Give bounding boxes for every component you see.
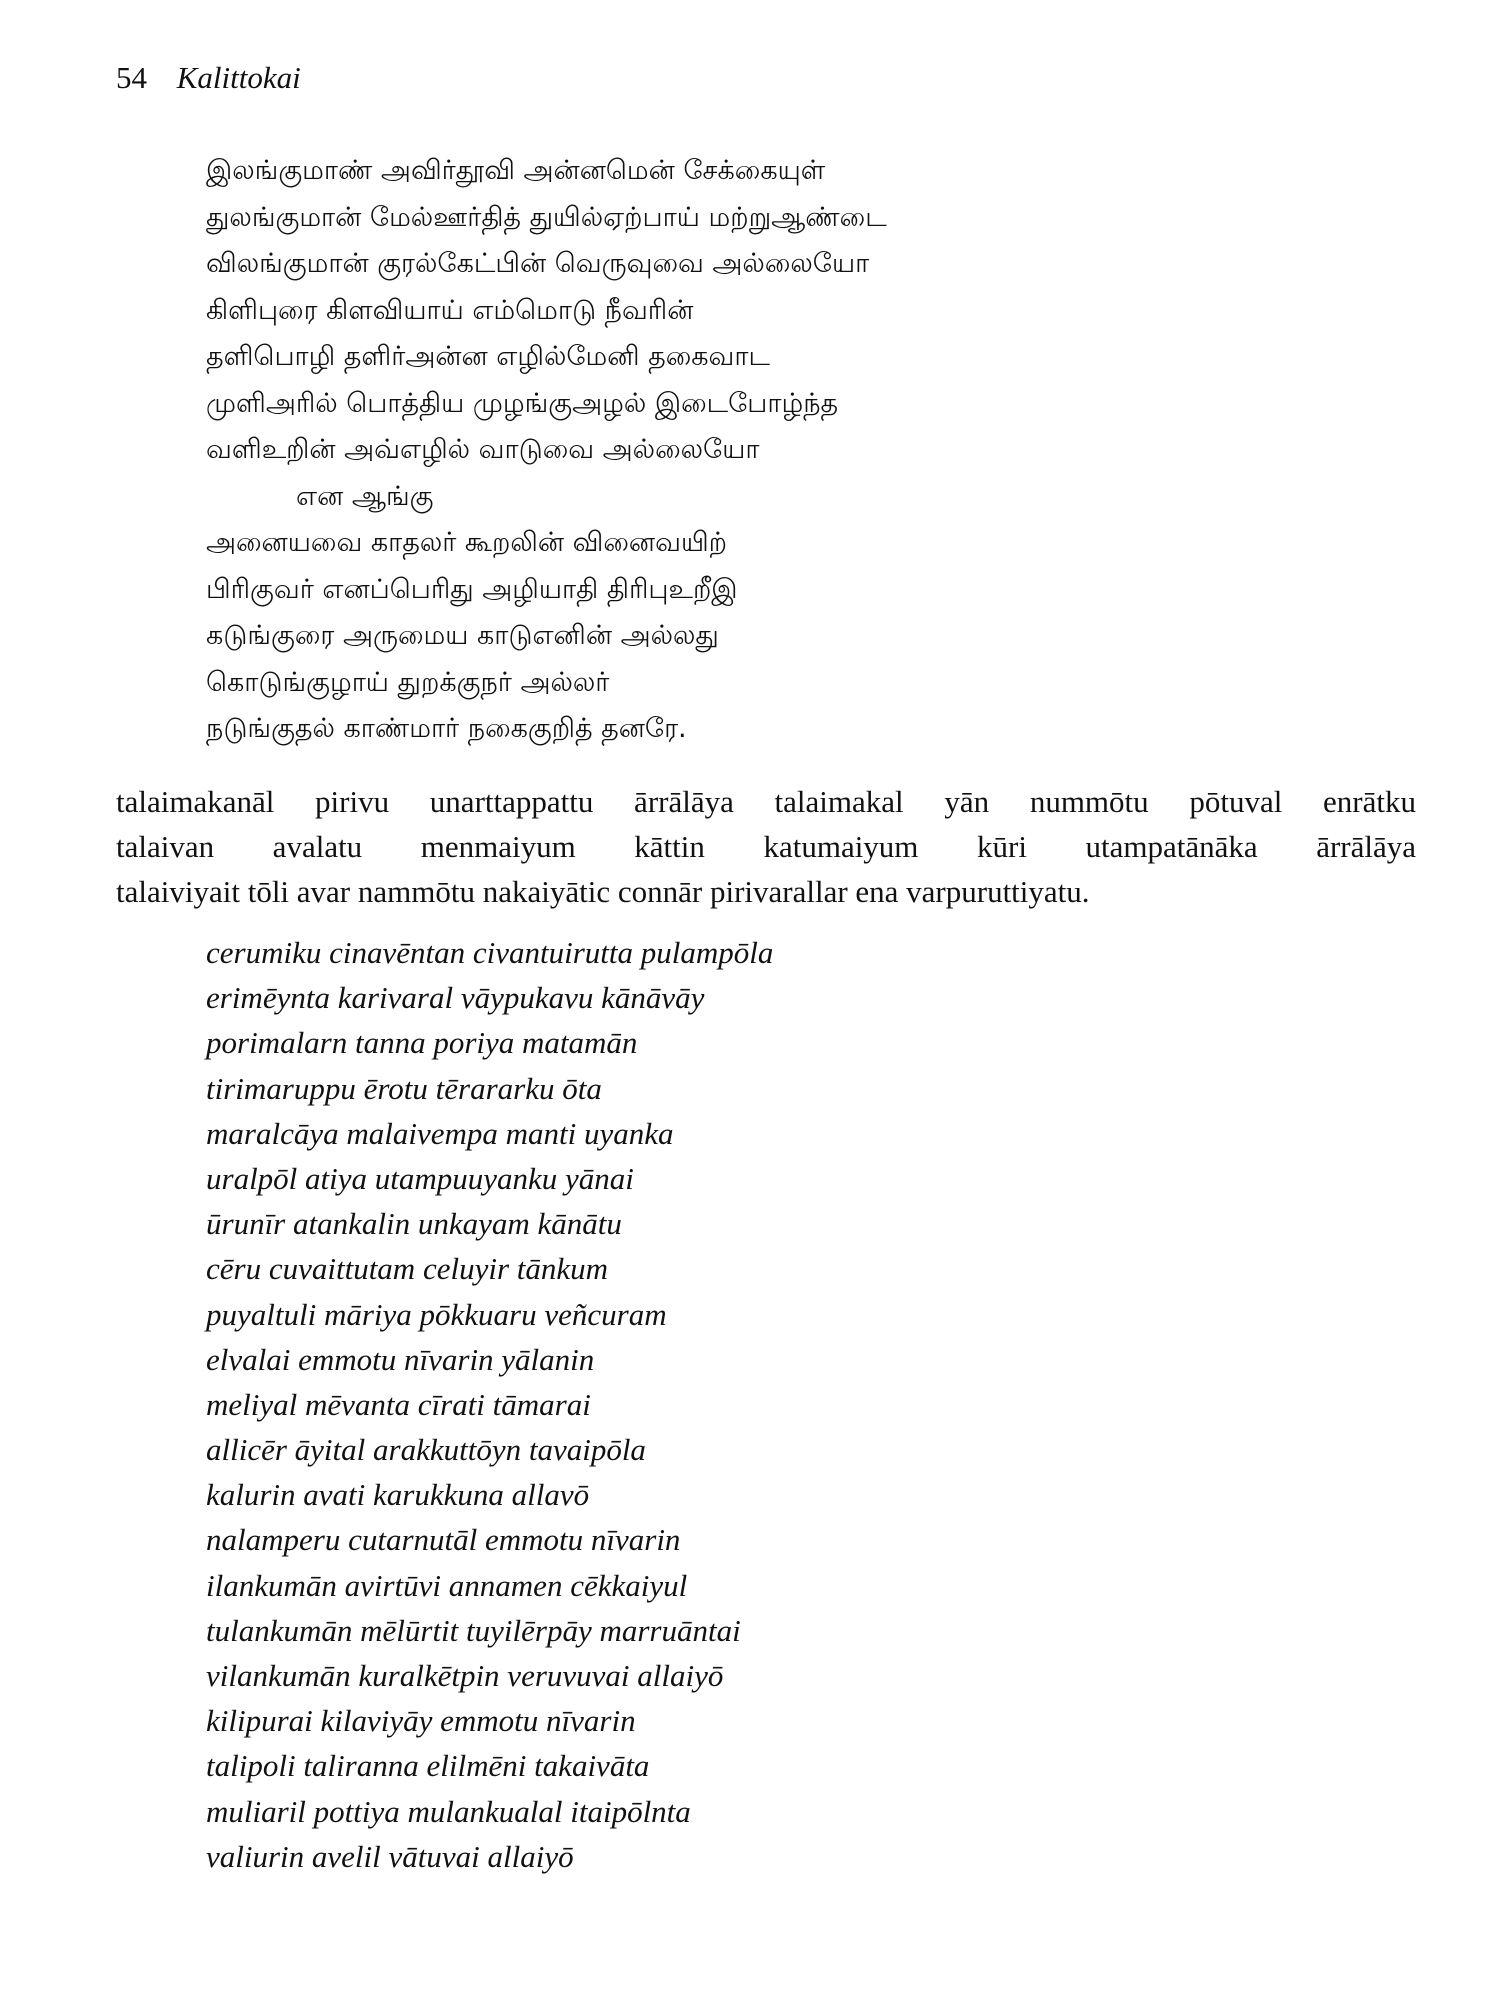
translit-line: cerumiku cinavēntan civantuirutta pulampōla <box>206 935 774 970</box>
tamil-line: கடுங்குரை அருமைய காடுஎனின் அல்லது <box>206 620 719 651</box>
transliterated-verse <box>206 930 773 1879</box>
book-title: Kalittokai <box>176 60 301 95</box>
translit-line: porimalarn tanna poriya matamān <box>206 1025 638 1061</box>
translit-line: tulankumān mēlūrtit tuyilērpāy marruāntai <box>206 1612 741 1648</box>
commentary-line: talaiviyait tōli avar nammōtu nakaiyātic connār pirivarallar ena varpuruttiyatu. <box>116 874 1090 909</box>
translit-line: ilankumān avirtūvi annamen cēkkaiyul <box>206 1567 688 1603</box>
running-header <box>116 58 301 98</box>
tamil-line: துலங்குமான் மேல்ஊர்தித் துயில்ஏற்பாய் மற்றுஆண்டை <box>206 201 887 233</box>
translit-line: vilankumān kuralkētpin veruvuvai allaiyō <box>206 1658 724 1693</box>
translit-line: muliaril pottiya mulankualal itaipōlnta <box>206 1793 691 1829</box>
tamil-line: பிரிகுவர் எனப்பெரிது அழியாதி திரிபுஉறீஇ <box>206 573 738 605</box>
tamil-line: கொடுங்குழாய் துறக்குநர் அல்லர் <box>206 666 610 698</box>
translit-line: kilipurai kilaviyāy emmotu nīvarin <box>206 1703 636 1739</box>
translit-line: talipoli taliranna elilmēni takaivāta <box>206 1748 650 1784</box>
translit-line: ūrunīr atankalin unkayam kānātu <box>206 1206 622 1242</box>
translit-line: tirimaruppu ērotu tērararku ōta <box>206 1070 602 1106</box>
translit-line: nalamperu cutarnutāl emmotu nīvarin <box>206 1522 681 1558</box>
tamil-line: இலங்குமாண் அவிர்தூவி அன்னமென் சேக்கையுள் <box>206 155 826 186</box>
commentary-line: talaivan avalatu menmaiyum kāttin katumaiyum kūri utampatānāka ārrālāya <box>116 829 1416 864</box>
translit-line: uralpōl atiya utampuuyanku yānai <box>206 1160 634 1196</box>
tamil-line: வளிஉறின் அவ்எழில் வாடுவை அல்லையோ <box>206 434 760 465</box>
commentary-paragraph <box>116 779 1416 914</box>
translit-line: allicēr āyital arakkuttōyn tavaipōla <box>206 1432 646 1468</box>
page-number: 54 <box>116 60 147 95</box>
translit-line: kalurin avati karukkuna allavō <box>206 1477 590 1513</box>
translit-line: cēru cuvaittutam celuyir tānkum <box>206 1251 609 1287</box>
tamil-line: நடுங்குதல் காண்மார் நகைகுறித் தனரே. <box>206 713 687 744</box>
tamil-line: தளிபொழி தளிர்அன்ன எழில்மேனி தகைவாட <box>206 341 770 372</box>
tamil-line: அனையவை காதலர் கூறலின் வினைவயிற் <box>206 527 728 558</box>
translit-line: meliyal mēvanta cīrati tāmarai <box>206 1386 591 1422</box>
tamil-line: கிளிபுரை கிளவியாய் எம்மொடு நீவரின் <box>206 294 694 326</box>
translit-line: elvalai emmotu nīvarin yālanin <box>206 1341 595 1377</box>
translit-line: puyaltuli māriya pōkkuaru veñcuram <box>206 1296 667 1332</box>
tamil-line: முளிஅரில் பொத்திய முழங்குஅழல் இடைபோழ்ந்த <box>206 387 839 419</box>
tamil-line: என ஆங்கு <box>296 480 434 512</box>
translit-line: erimēynta karivaral vāypukavu kānāvāy <box>206 980 705 1016</box>
tamil-line: விலங்குமான் குரல்கேட்பின் வெருவுவை அல்லையோ <box>206 248 870 279</box>
translit-line: maralcāya malaivempa manti uyanka <box>206 1115 674 1151</box>
translit-line: valiurin avelil vātuvai allaiyō <box>206 1838 574 1874</box>
tamil-verse <box>206 148 887 753</box>
commentary-line: talaimakanāl pirivu unarttappattu ārrālāya talaimakal yān nummōtu pōtuval enrātku <box>116 784 1416 819</box>
